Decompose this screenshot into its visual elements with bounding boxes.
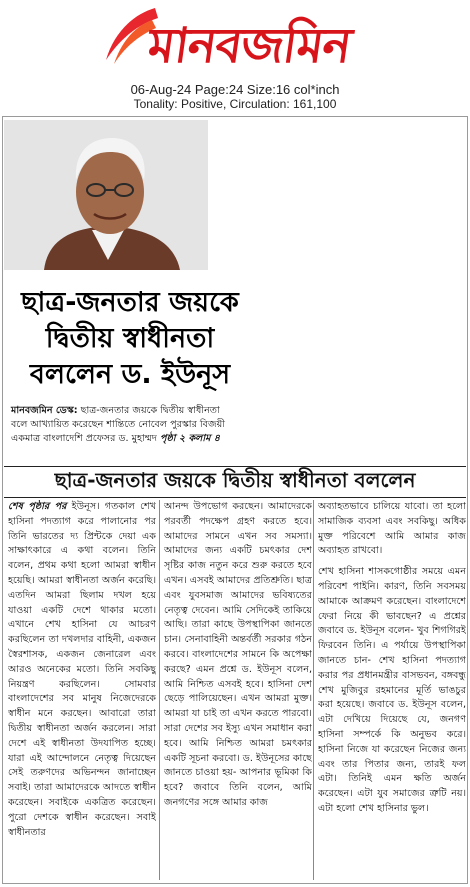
tonality-meta-line: Tonality: Positive, Circulation: 161,100 xyxy=(133,97,337,111)
headline-line-2: দ্বিতীয় স্বাধীনতা xyxy=(45,323,215,354)
article-column-3 xyxy=(318,500,466,882)
clipping-meta-line: 06-Aug-24 Page:24 Size:16 col*inch xyxy=(130,82,340,97)
column-2-text: আনন্দ উপভোগ করছেন। আমাদেরকে পরবর্তী পদক্ষেপ গ্রহণ করতে হবে। আমাদের সামনে এখন সব সমস্যা। আমাদের জন্য একটি চমৎকার দেশ সৃষ্টির কাজ নতুন করে শুরু করতে হবে এখন। এসবই আমাদের প্রতিশ্রুতি। ছাত্র এবং যুবসমাজ আমাদের ভবিষ্যতের নেতৃত্ব দেবেন। আমি সেদিকেই তাকিয়ে আছি। তারা কাছে উপস্থাপিকা জানতে চান। সেনাবাহিনী অন্তর্বর্তী সরকার গঠন করবে। বাংলাদেশের সামনে কি অপেক্ষা করছে? এমন প্রশ্নে ড. ইউনূস বলেন, আমি নিশ্চিত এসবই হবে। হাসিনা দেশ ছেড়ে পালিয়েছেন। এখন আমরা মুক্ত। আমরা যা চাই তা এখন করতে পারবো। সারা দেশের সব ইস্যু এখন সমাধান করা হবে। আমি নিশ্চিত আমরা চমৎকার একটি সূচনা করবো। ড. ইউনূসের কাছে জানতে চাওয়া হয়- আপনার ভূমিকা কি হবে? জবাবে তিনি বলেন, আমি জনগণের সঙ্গে আমার কাজ xyxy=(164,501,312,808)
portrait-photo xyxy=(4,120,208,270)
column-3-paragraph-1: অব্যাহতভাবে চালিয়ে যাবো। তা হলো সামাজিক ব্যবসা এবং সবকিছু। অধিক মুক্ত পরিবেশে আমি আমার কাজ অব্যাহত রাখবো। xyxy=(318,501,466,557)
column-divider xyxy=(313,500,314,880)
lead-body: ছাত্র-জনতার জয়কে দ্বিতীয় স্বাধীনতা বলে আখ্যায়িত করেছেন শান্তিতে নোবেল পুরস্কার বিজয়ী একমাত্র বাংলাদেশি প্রফেসর ড. মুহাম্মদ xyxy=(11,405,225,444)
column-divider xyxy=(159,500,160,880)
lead-paragraph xyxy=(11,404,236,446)
lead-jump-reference: পৃষ্ঠা ২ কলাম ৪ xyxy=(160,433,220,444)
article-column-2 xyxy=(164,500,312,882)
column-1-text: ইউনূস। গতকাল শেখ হাসিনা পদত্যাগ করে পালানোর পর তিনি ভারতের দ্য প্রিন্টকে দেয়া এক সাক্ষাৎকারে এ কথা বলেন। তিনি বলেন, প্রথম কথা হলো আমরা স্বাধীন হয়েছি। আমরা স্বাধীনতা অর্জন করেছি। এতদিন আমরা ছিলাম দখল হয়ে যাওয়া একটি দেশে থাকার মতো। এখানে শেখ হাসিনা যে আচরণ করছিলেন তা দখলদার বাহিনী, একজন স্বৈরশাসক, একজন জেনারেল এবং আরও অনেকের মতো। তিনি সবকিছু নিয়ন্ত্রণ করছিলেন। সোমবার বাংলাদেশের সব মানুষ নিজেদেরকে স্বাধীন মনে করছেন। আবারো তারা দ্বিতীয় স্বাধীনতা অর্জন করলেন। সারা দেশে এই স্বাধীনতা উদযাপিত হচ্ছে। যারা এই আন্দোলনে নেতৃত্ব দিয়েছেন সেই তরুণদের অভিনন্দন জানাচ্ছেন সবাই। তারা আমাদেরকে আদতে স্বাধীন করেছেন। সবাইকে একত্রিত করেছেন। পুরো দেশকে স্বাধীন করেছেন। সবাই স্বাধীনতার xyxy=(8,501,156,838)
article-column-1 xyxy=(8,500,156,882)
column-3-paragraph-2: শেখ হাসিনা শাসকগোষ্ঠীর সময়ে এমন পরিবেশ পাইনি। কারণ, তিনি সবসময় আমাকে আক্রমণ করেছেন। বাংলাদেশে ফেরা নিয়ে কী ভাবছেন? এ প্রশ্নের জবাবে ড. ইউনূস বলেন- খুব শিগগিরই ফিরবেন তিনি। এ পর্যায়ে উপস্থাপিকা জানতে চান- শেখ হাসিনা পদত্যাগ করার পর প্রধানমন্ত্রীর বাসভবন, বঙ্গবন্ধু শেখ মুজিবুর রহমানের মূর্তি ভাঙচুর করা হয়েছে। জবাবে ড. ইউনূস বলেন, এটা দেখিয়ে দিয়েছে যে, জনগণ হাসিনা সম্পর্কে কি অনুভব করে। হাসিনা নিজে যা করেছেন নিজের জন্য এবং তার পিতার জন্য, তারই ফল এটা। তিনিই এমন ক্ষতি অর্জন করেছেন। এটা যুব সমাজের ত্রুটি নয়। এটা হলো শেখ হাসিনার ভুল। xyxy=(318,566,466,814)
headline-line-1: ছাত্র-জনতার জয়কে xyxy=(21,287,239,318)
headline-line-3: বললেন ড. ইউনূস xyxy=(29,359,231,390)
masthead xyxy=(0,0,470,78)
newspaper-logo: মানবজমিন xyxy=(144,18,355,74)
continuation-headline: ছাত্র-জনতার জয়কে দ্বিতীয় স্বাধীনতা বললেন xyxy=(54,467,416,492)
continuation-banner xyxy=(4,466,466,498)
jump-label: শেষ পৃষ্ঠার পর xyxy=(8,501,67,512)
lead-dateline: মানবজমিন ডেস্ক: xyxy=(11,405,78,416)
